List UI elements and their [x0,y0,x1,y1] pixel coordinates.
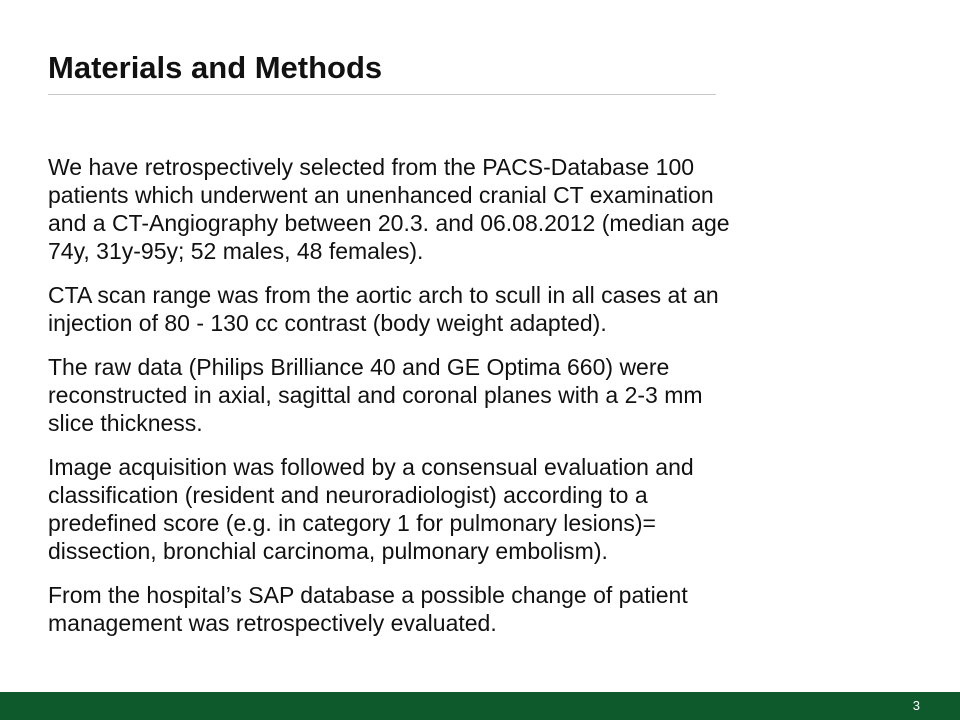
text-line: management was retrospectively evaluated. [48,610,497,636]
slide-number: 3 [912,698,920,713]
slide-title: Materials and Methods [48,50,383,85]
text-line: and a CT-Angiography between 20.3. and 06.08.2012 (median age [48,210,730,236]
text-line: patients which underwent an unenhanced cranial CT examination [48,182,714,208]
text-line: The raw data (Philips Brilliance 40 and GE Optima 660) were [48,354,670,380]
text-line: predefined score (e.g. in category 1 for pulmonary lesions)= [48,510,656,536]
text-line: From the hospital’s SAP database a possible change of patient [48,582,688,608]
slide-body [48,153,908,653]
paragraph-reconstruction [48,353,908,437]
text-line: We have retrospectively selected from the PACS-Database 100 [48,154,695,180]
text-line: CTA scan range was from the aortic arch to scull in all cases at an [48,282,719,308]
paragraph-scan-range [48,281,908,337]
text-line: classification (resident and neuroradiologist) according to a [48,482,648,508]
paragraph-patient-selection [48,153,908,265]
text-line: slice thickness. [48,410,203,436]
text-line: reconstructed in axial, sagittal and coronal planes with a 2-3 mm [48,382,703,408]
text-line: injection of 80 - 130 cc contrast (body weight adapted). [48,310,607,336]
footer-bar [0,692,960,720]
title-divider [48,94,716,95]
paragraph-evaluation [48,453,908,565]
text-line: 74y, 31y-95y; 52 males, 48 females). [48,238,424,264]
text-line: Image acquisition was followed by a consensual evaluation and [48,454,694,480]
text-line: dissection, bronchial carcinoma, pulmonary embolism). [48,538,608,564]
paragraph-patient-management [48,581,908,637]
